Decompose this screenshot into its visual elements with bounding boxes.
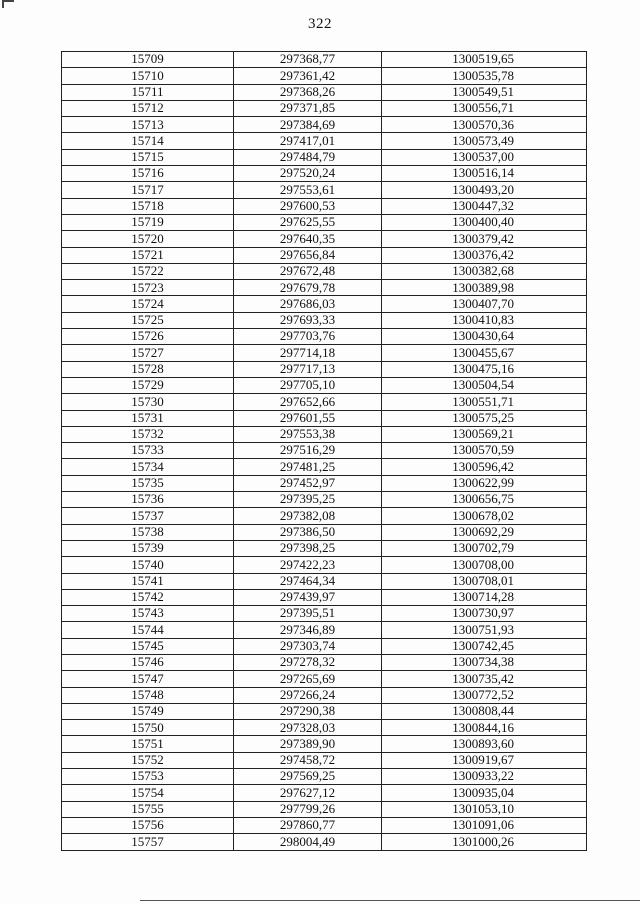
- y-coordinate-cell: 1300400,40: [382, 214, 587, 230]
- point-number-cell: 15740: [62, 557, 234, 573]
- point-number-cell: 15719: [62, 214, 234, 230]
- point-number-cell: 15716: [62, 166, 234, 182]
- table-row: [62, 524, 587, 540]
- y-coordinate-cell: 1300573,49: [382, 133, 587, 149]
- point-number-cell: 15731: [62, 410, 234, 426]
- x-coordinate-cell: 297361,42: [234, 68, 382, 84]
- y-coordinate-cell: 1300569,21: [382, 426, 587, 442]
- x-coordinate-cell: 297481,25: [234, 459, 382, 475]
- x-coordinate-cell: 297799,26: [234, 801, 382, 817]
- y-coordinate-cell: 1300933,22: [382, 769, 587, 785]
- point-number-cell: 15709: [62, 52, 234, 68]
- table-row: [62, 231, 587, 247]
- table-row: [62, 149, 587, 165]
- point-number-cell: 15747: [62, 671, 234, 687]
- x-coordinate-cell: 297439,97: [234, 589, 382, 605]
- point-number-cell: 15748: [62, 687, 234, 703]
- table-row: [62, 573, 587, 589]
- y-coordinate-cell: 1300504,54: [382, 377, 587, 393]
- table-row: [62, 296, 587, 312]
- point-number-cell: 15745: [62, 638, 234, 654]
- y-coordinate-cell: 1300714,28: [382, 589, 587, 605]
- y-coordinate-cell: 1300519,65: [382, 52, 587, 68]
- x-coordinate-cell: 297860,77: [234, 817, 382, 833]
- point-number-cell: 15755: [62, 801, 234, 817]
- table-row: [62, 263, 587, 279]
- x-coordinate-cell: 297693,33: [234, 312, 382, 328]
- y-coordinate-cell: 1300678,02: [382, 508, 587, 524]
- point-number-cell: 15720: [62, 231, 234, 247]
- x-coordinate-cell: 297290,38: [234, 703, 382, 719]
- x-coordinate-cell: 297516,29: [234, 443, 382, 459]
- y-coordinate-cell: 1301000,26: [382, 834, 587, 850]
- y-coordinate-cell: 1300730,97: [382, 606, 587, 622]
- point-number-cell: 15752: [62, 752, 234, 768]
- x-coordinate-cell: 297627,12: [234, 785, 382, 801]
- x-coordinate-cell: 297640,35: [234, 231, 382, 247]
- table-row: [62, 703, 587, 719]
- point-number-cell: 15723: [62, 280, 234, 296]
- table-row: [62, 687, 587, 703]
- x-coordinate-cell: 297686,03: [234, 296, 382, 312]
- table-row: [62, 198, 587, 214]
- point-number-cell: 15710: [62, 68, 234, 84]
- table-row: [62, 426, 587, 442]
- table-row: [62, 589, 587, 605]
- point-number-cell: 15743: [62, 606, 234, 622]
- x-coordinate-cell: 297679,78: [234, 280, 382, 296]
- x-coordinate-cell: 297717,13: [234, 361, 382, 377]
- point-number-cell: 15730: [62, 394, 234, 410]
- x-coordinate-cell: 297395,25: [234, 492, 382, 508]
- table-row: [62, 817, 587, 833]
- table-row: [62, 769, 587, 785]
- y-coordinate-cell: 1300535,78: [382, 68, 587, 84]
- y-coordinate-cell: 1300570,36: [382, 117, 587, 133]
- x-coordinate-cell: 297382,08: [234, 508, 382, 524]
- table-row: [62, 443, 587, 459]
- y-coordinate-cell: 1300751,93: [382, 622, 587, 638]
- x-coordinate-cell: 297368,77: [234, 52, 382, 68]
- table-row: [62, 84, 587, 100]
- table-row: [62, 394, 587, 410]
- y-coordinate-cell: 1300596,42: [382, 459, 587, 475]
- point-number-cell: 15724: [62, 296, 234, 312]
- x-coordinate-cell: 297346,89: [234, 622, 382, 638]
- y-coordinate-cell: 1300708,00: [382, 557, 587, 573]
- y-coordinate-cell: 1300844,16: [382, 720, 587, 736]
- y-coordinate-cell: 1300734,38: [382, 654, 587, 670]
- table-row: [62, 720, 587, 736]
- y-coordinate-cell: 1300893,60: [382, 736, 587, 752]
- x-coordinate-cell: 297520,24: [234, 166, 382, 182]
- point-number-cell: 15715: [62, 149, 234, 165]
- y-coordinate-cell: 1300808,44: [382, 703, 587, 719]
- point-number-cell: 15714: [62, 133, 234, 149]
- table-row: [62, 638, 587, 654]
- coordinates-table: [61, 51, 587, 851]
- point-number-cell: 15732: [62, 426, 234, 442]
- y-coordinate-cell: 1300475,16: [382, 361, 587, 377]
- x-coordinate-cell: 297484,79: [234, 149, 382, 165]
- x-coordinate-cell: 297452,97: [234, 475, 382, 491]
- table-row: [62, 280, 587, 296]
- y-coordinate-cell: 1300407,70: [382, 296, 587, 312]
- table-row: [62, 329, 587, 345]
- x-coordinate-cell: 297553,38: [234, 426, 382, 442]
- x-coordinate-cell: 297395,51: [234, 606, 382, 622]
- point-number-cell: 15722: [62, 263, 234, 279]
- y-coordinate-cell: 1300537,00: [382, 149, 587, 165]
- y-coordinate-cell: 1300430,64: [382, 329, 587, 345]
- point-number-cell: 15711: [62, 84, 234, 100]
- point-number-cell: 15741: [62, 573, 234, 589]
- point-number-cell: 15737: [62, 508, 234, 524]
- y-coordinate-cell: 1300493,20: [382, 182, 587, 198]
- table-row: [62, 801, 587, 817]
- point-number-cell: 15751: [62, 736, 234, 752]
- x-coordinate-cell: 297714,18: [234, 345, 382, 361]
- table-row: [62, 785, 587, 801]
- y-coordinate-cell: 1300556,71: [382, 100, 587, 116]
- y-coordinate-cell: 1300772,52: [382, 687, 587, 703]
- point-number-cell: 15733: [62, 443, 234, 459]
- x-coordinate-cell: 297266,24: [234, 687, 382, 703]
- point-number-cell: 15712: [62, 100, 234, 116]
- point-number-cell: 15726: [62, 329, 234, 345]
- x-coordinate-cell: 297368,26: [234, 84, 382, 100]
- y-coordinate-cell: 1300919,67: [382, 752, 587, 768]
- coordinates-table-body: [62, 52, 587, 851]
- y-coordinate-cell: 1300516,14: [382, 166, 587, 182]
- table-row: [62, 52, 587, 68]
- x-coordinate-cell: 297328,03: [234, 720, 382, 736]
- point-number-cell: 15746: [62, 654, 234, 670]
- y-coordinate-cell: 1300742,45: [382, 638, 587, 654]
- y-coordinate-cell: 1300410,83: [382, 312, 587, 328]
- table-row: [62, 622, 587, 638]
- table-row: [62, 345, 587, 361]
- x-coordinate-cell: 297569,25: [234, 769, 382, 785]
- table-row: [62, 492, 587, 508]
- x-coordinate-cell: 297371,85: [234, 100, 382, 116]
- y-coordinate-cell: 1300622,99: [382, 475, 587, 491]
- point-number-cell: 15718: [62, 198, 234, 214]
- table-row: [62, 736, 587, 752]
- table-row: [62, 182, 587, 198]
- point-number-cell: 15727: [62, 345, 234, 361]
- table-row: [62, 606, 587, 622]
- point-number-cell: 15721: [62, 247, 234, 263]
- x-coordinate-cell: 297672,48: [234, 263, 382, 279]
- point-number-cell: 15754: [62, 785, 234, 801]
- y-coordinate-cell: 1300570,59: [382, 443, 587, 459]
- x-coordinate-cell: 297553,61: [234, 182, 382, 198]
- point-number-cell: 15736: [62, 492, 234, 508]
- table-row: [62, 654, 587, 670]
- y-coordinate-cell: 1300551,71: [382, 394, 587, 410]
- coordinates-table-container: [61, 51, 586, 851]
- x-coordinate-cell: 297601,55: [234, 410, 382, 426]
- y-coordinate-cell: 1300376,42: [382, 247, 587, 263]
- y-coordinate-cell: 1300549,51: [382, 84, 587, 100]
- y-coordinate-cell: 1300447,32: [382, 198, 587, 214]
- y-coordinate-cell: 1300455,67: [382, 345, 587, 361]
- point-number-cell: 15742: [62, 589, 234, 605]
- x-coordinate-cell: 297422,23: [234, 557, 382, 573]
- x-coordinate-cell: 297458,72: [234, 752, 382, 768]
- point-number-cell: 15749: [62, 703, 234, 719]
- point-number-cell: 15738: [62, 524, 234, 540]
- table-row: [62, 752, 587, 768]
- point-number-cell: 15717: [62, 182, 234, 198]
- table-row: [62, 361, 587, 377]
- point-number-cell: 15739: [62, 540, 234, 556]
- y-coordinate-cell: 1300735,42: [382, 671, 587, 687]
- scan-corner-mark: [2, 0, 14, 8]
- x-coordinate-cell: 297652,66: [234, 394, 382, 410]
- y-coordinate-cell: 1301091,06: [382, 817, 587, 833]
- y-coordinate-cell: 1300379,42: [382, 231, 587, 247]
- table-row: [62, 475, 587, 491]
- y-coordinate-cell: 1300656,75: [382, 492, 587, 508]
- point-number-cell: 15729: [62, 377, 234, 393]
- x-coordinate-cell: 297384,69: [234, 117, 382, 133]
- point-number-cell: 15728: [62, 361, 234, 377]
- y-coordinate-cell: 1301053,10: [382, 801, 587, 817]
- table-row: [62, 671, 587, 687]
- table-row: [62, 133, 587, 149]
- table-row: [62, 117, 587, 133]
- table-row: [62, 100, 587, 116]
- y-coordinate-cell: 1300702,79: [382, 540, 587, 556]
- y-coordinate-cell: 1300692,29: [382, 524, 587, 540]
- bottom-rule: [140, 900, 640, 901]
- table-row: [62, 540, 587, 556]
- point-number-cell: 15750: [62, 720, 234, 736]
- y-coordinate-cell: 1300382,68: [382, 263, 587, 279]
- x-coordinate-cell: 297703,76: [234, 329, 382, 345]
- table-row: [62, 166, 587, 182]
- point-number-cell: 15744: [62, 622, 234, 638]
- point-number-cell: 15753: [62, 769, 234, 785]
- x-coordinate-cell: 297625,55: [234, 214, 382, 230]
- y-coordinate-cell: 1300389,98: [382, 280, 587, 296]
- table-row: [62, 312, 587, 328]
- page-number: 322: [308, 16, 332, 32]
- x-coordinate-cell: 297265,69: [234, 671, 382, 687]
- table-row: [62, 410, 587, 426]
- table-row: [62, 834, 587, 850]
- y-coordinate-cell: 1300935,04: [382, 785, 587, 801]
- x-coordinate-cell: 297389,90: [234, 736, 382, 752]
- point-number-cell: 15725: [62, 312, 234, 328]
- table-row: [62, 459, 587, 475]
- y-coordinate-cell: 1300708,01: [382, 573, 587, 589]
- table-row: [62, 214, 587, 230]
- x-coordinate-cell: 297398,25: [234, 540, 382, 556]
- table-row: [62, 557, 587, 573]
- table-row: [62, 508, 587, 524]
- x-coordinate-cell: 297278,32: [234, 654, 382, 670]
- table-row: [62, 68, 587, 84]
- table-row: [62, 377, 587, 393]
- x-coordinate-cell: 297464,34: [234, 573, 382, 589]
- point-number-cell: 15735: [62, 475, 234, 491]
- x-coordinate-cell: 297600,53: [234, 198, 382, 214]
- point-number-cell: 15756: [62, 817, 234, 833]
- x-coordinate-cell: 297417,01: [234, 133, 382, 149]
- point-number-cell: 15713: [62, 117, 234, 133]
- x-coordinate-cell: 297303,74: [234, 638, 382, 654]
- x-coordinate-cell: 297705,10: [234, 377, 382, 393]
- x-coordinate-cell: 297656,84: [234, 247, 382, 263]
- table-row: [62, 247, 587, 263]
- x-coordinate-cell: 297386,50: [234, 524, 382, 540]
- point-number-cell: 15757: [62, 834, 234, 850]
- x-coordinate-cell: 298004,49: [234, 834, 382, 850]
- point-number-cell: 15734: [62, 459, 234, 475]
- y-coordinate-cell: 1300575,25: [382, 410, 587, 426]
